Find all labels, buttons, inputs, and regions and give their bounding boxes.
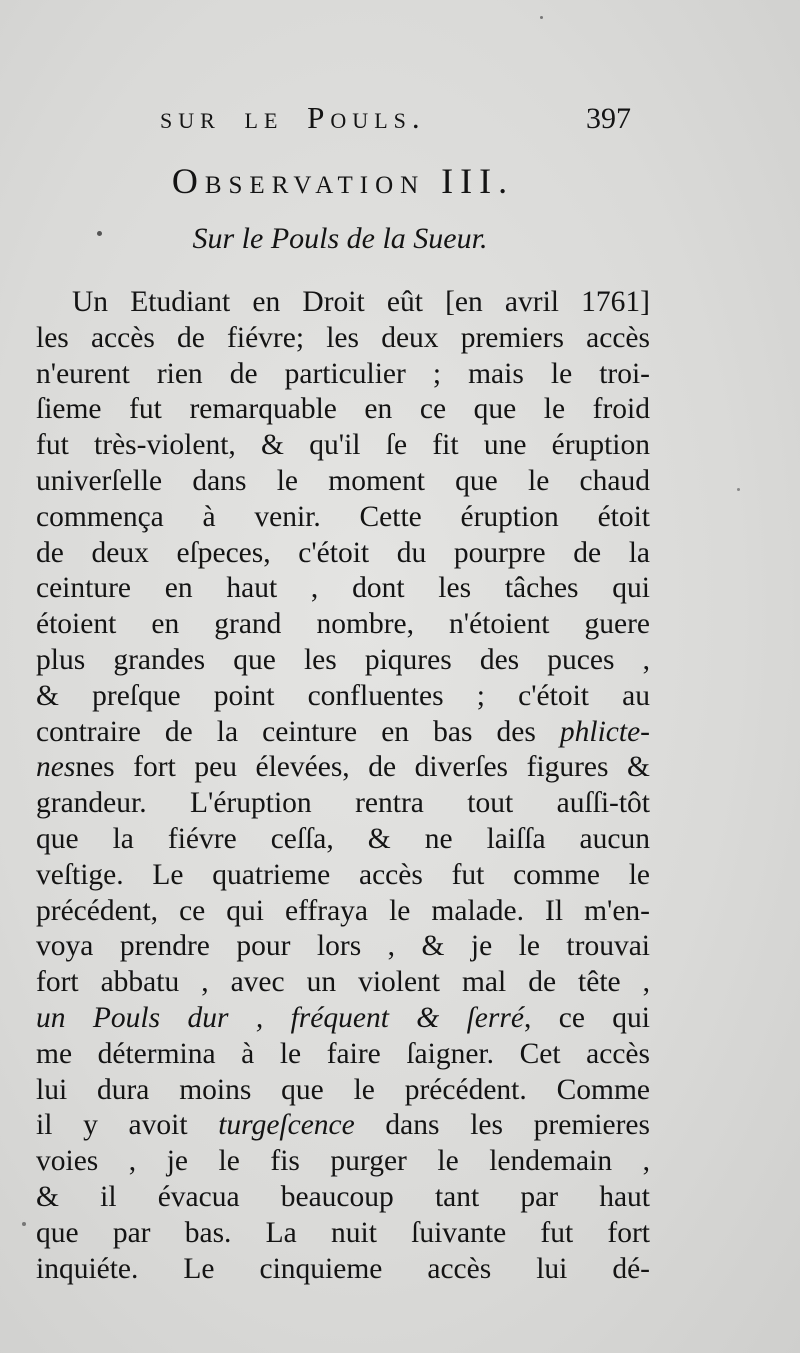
text-line: ſieme fut remarquable en ce que le froid	[36, 393, 650, 426]
text-line: étoient en grand nombre, n'étoient guere	[36, 608, 650, 641]
text-line: fort abbatu , avec un violent mal de tête ,	[36, 966, 650, 999]
text-line	[36, 715, 650, 751]
text-line: de deux eſpeces, c'étoit du pourpre de la	[36, 536, 650, 569]
text-line	[36, 750, 650, 786]
italic-phlictenes-start: phlicte-	[559, 715, 650, 748]
paper-speck	[22, 1222, 26, 1226]
text-line-part: , ce qui	[523, 1001, 650, 1034]
text-line: voya prendre pour lors , & je le trouvai	[36, 930, 650, 963]
text-line: que par bas. La nuit ſuivante fut fort	[36, 1216, 650, 1249]
text-line: voies , je le fis purger le lendemain ,	[36, 1145, 650, 1178]
text-line: veſtige. Le quatrieme accès fut comme le	[36, 858, 650, 891]
text-line: grandeur. L'éruption rentra tout auſſi-tôt	[36, 787, 650, 820]
text-line: n'eurent rien de particulier ; mais le troi-	[36, 357, 650, 390]
italic-pouls-phrase: un Pouls dur , fréquent & ſerré	[36, 1001, 524, 1034]
text-line: fut très-violent, & qu'il ſe fit une éruption	[36, 429, 650, 462]
text-line-part: dans les premieres	[354, 1109, 650, 1142]
text-line: inquiéte. Le cinquieme accès lui dé-	[36, 1252, 650, 1285]
paper-speck	[737, 488, 740, 491]
observation-title: Observation III.	[171, 161, 515, 201]
text-line: & preſque point confluentes ; c'étoit au	[36, 679, 650, 712]
text-line: plus grandes que les piqures des puces ,	[36, 643, 650, 676]
paper-speck	[540, 16, 543, 19]
text-line: commença à venir. Cette éruption étoit	[36, 500, 650, 533]
italic-phlictenes-end: nes	[36, 751, 76, 784]
text-line: précédent, ce qui effraya le malade. Il m'en-	[36, 894, 650, 927]
text-line	[36, 1001, 650, 1037]
paper-speck	[97, 231, 102, 236]
text-line: me détermina à le faire ſaigner. Cet accès	[36, 1037, 650, 1070]
text-line	[36, 1108, 650, 1144]
running-head-title: sur le Pouls.	[160, 100, 426, 135]
text-line-part: nes fort peu élevées, de diverſes figures &	[75, 751, 650, 784]
page-number: 397	[586, 102, 631, 135]
text-line: & il évacua beaucoup tant par haut	[36, 1180, 650, 1213]
text-line: Un Etudiant en Droit eût [en avril 1761]	[72, 286, 650, 318]
text-line: les accès de fiévre; les deux premiers accès	[36, 321, 650, 354]
text-line: univerſelle dans le moment que le chaud	[36, 464, 650, 497]
text-line: lui dura moins que le précédent. Comme	[36, 1073, 650, 1106]
text-line: ceinture en haut , dont les tâches qui	[36, 572, 650, 605]
body-paragraph	[36, 285, 650, 1287]
observation-subtitle: Sur le Pouls de la Sueur.	[192, 222, 488, 255]
text-line-part: contraire de la ceinture en bas des	[36, 715, 560, 748]
text-line-part: il y avoit	[36, 1109, 219, 1142]
text-line: que la fiévre ceſſa, & ne laiſſa aucun	[36, 822, 650, 855]
italic-turgescence: turgeſcence	[218, 1109, 355, 1142]
running-head	[0, 100, 800, 150]
